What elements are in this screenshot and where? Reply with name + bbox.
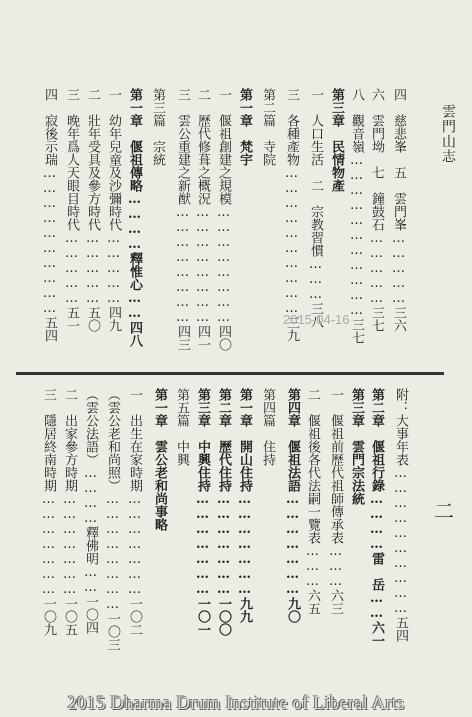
toc-entry: 一 出生在家時期…………………一〇二 — [127, 388, 142, 636]
date-stamp: 2015-04-16 — [283, 312, 350, 327]
toc-entry: 第二篇 寺院 — [260, 88, 275, 166]
toc-entry: 一 偃祖前歷代祖師傳承表………六三 — [328, 388, 343, 615]
toc-entry: 六 雲門坳 七 鐘鼓石……………三七 — [369, 88, 384, 332]
toc-entry: （雲公老和尚照）……………………一〇三 — [105, 388, 120, 651]
toc-chapter-entry: 第一章 雲公老和尚事略 — [152, 388, 167, 531]
toc-entry: 三 各種產物…………………………三九 — [284, 88, 299, 342]
toc-entry: 附：大事年表…………………………五四 — [393, 388, 408, 642]
toc-entry: 二 出家參方時期…………………一〇五 — [62, 388, 77, 636]
toc-entry: 三 晚年爲人天眼目時代……………五一 — [64, 88, 79, 332]
toc-entry: 八 觀音嶺……………………………三七 — [349, 88, 364, 344]
toc-entry: 四 寂後示瑞…………………………五四 — [42, 88, 57, 342]
toc-chapter-entry: 第四章 偃祖法語…………………九〇 — [285, 388, 300, 623]
toc-entry: 二 壯年受具及參方時代……………五〇 — [85, 88, 100, 332]
toc-chapter-entry: 第三章 民情物產 — [329, 88, 344, 192]
page-number: 二 — [434, 499, 454, 523]
toc-entry: 一 人口生活 二 宗教習慣………三八 — [308, 88, 323, 328]
toc-entry: （雲公法語）…………釋佛明……一〇四 — [83, 388, 98, 634]
toc-entry: 第五篇 中興 — [174, 388, 189, 466]
toc-entry: 二 偃祖後各代法嗣一覽表………六五 — [305, 388, 320, 615]
toc-entry: 第四篇 住持 — [260, 388, 275, 466]
watermark: 2015 Dharma Drum Institute of Liberal Arts — [67, 693, 405, 714]
toc-chapter-entry: 第一章 偃祖傳略…………釋惟心……四八 — [127, 88, 142, 347]
toc-chapter-entry: 第二章 歷代住持…………………一〇〇 — [216, 388, 231, 636]
toc-chapter-entry: 第三章 雲門宗法統 — [349, 388, 364, 505]
toc-entry: 三 隱居終南時期…………………一〇九 — [41, 388, 56, 636]
toc-entry: 二 歷代修葺之概況……………………四一 — [195, 88, 210, 351]
toc-entry: 第三篇 宗統 — [150, 88, 165, 166]
toc-chapter-entry: 第一章 開山住持…………………九九 — [237, 388, 252, 623]
toc-chapter-entry: 第二章 偃祖行錄…………雷 岳……六一 — [369, 388, 384, 647]
toc-chapter-entry: 第三章 中興住持…………………一〇一 — [195, 388, 210, 636]
book-header: 雲門山志 — [440, 104, 456, 164]
section-divider — [16, 372, 444, 375]
toc-entry: 三 雲公重建之新猷……………………四三 — [175, 88, 190, 351]
toc-chapter-entry: 第一章 梵宇 — [237, 88, 252, 166]
toc-entry: 一 幼年兒童及沙彌時代……………四九 — [106, 88, 121, 332]
toc-entry: 一 偃祖創建之規模……………………四〇 — [216, 88, 231, 351]
toc-entry: 四 慈悲峯 五 雲門峯……………三六 — [391, 88, 406, 332]
